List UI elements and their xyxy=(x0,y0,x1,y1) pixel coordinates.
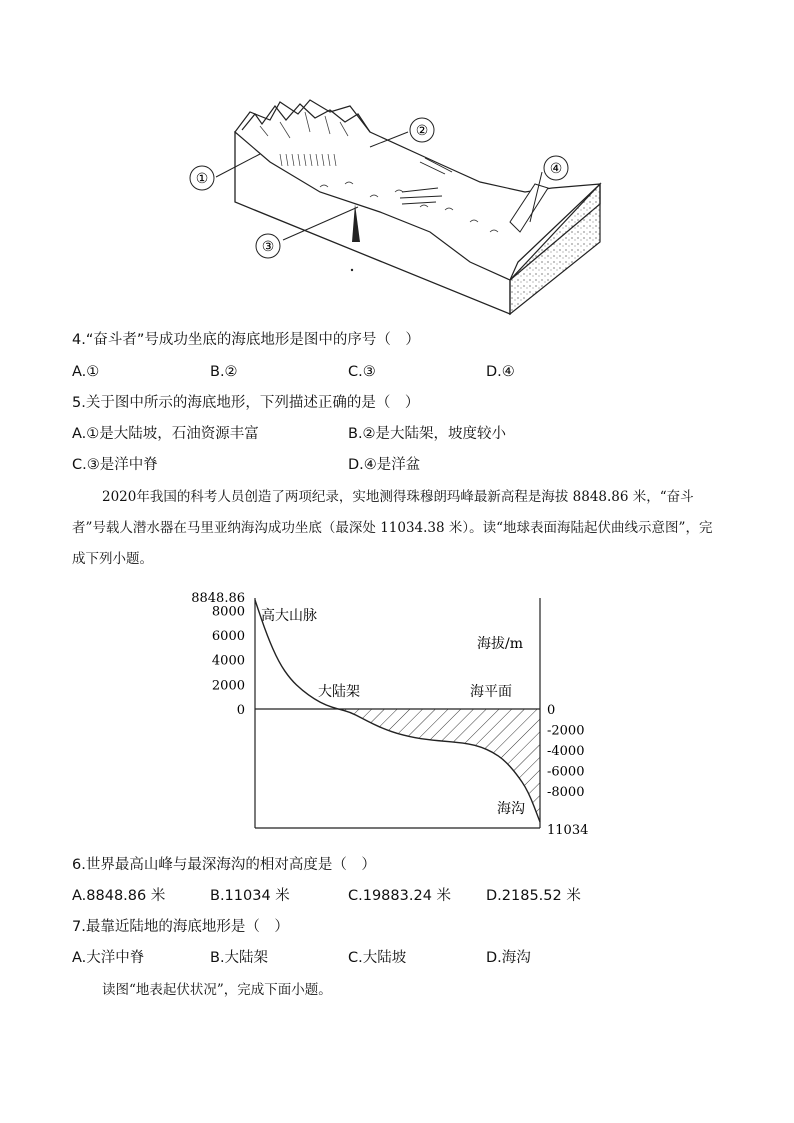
svg-text:③: ③ xyxy=(261,239,275,255)
left-tick-label: 0 xyxy=(236,703,245,718)
q7-option-a[interactable]: A.大洋中脊 xyxy=(72,950,145,966)
label-mountain: 高大山脉 xyxy=(261,608,317,624)
q5-option-b[interactable]: B.②是大陆架，坡度较小 xyxy=(348,426,507,442)
label-trench: 海沟 xyxy=(497,801,525,817)
right-tick-label: 0 xyxy=(547,703,556,718)
callout-4 xyxy=(544,156,568,180)
q6-option-c[interactable]: C.19883.24 米 xyxy=(348,888,452,904)
q5-option-a[interactable]: A.①是大陆坡，石油资源丰富 xyxy=(72,426,259,442)
q6-option-b[interactable]: B.11034 米 xyxy=(210,888,290,904)
right-tick-label: -6000 xyxy=(547,764,585,780)
q7-option-c[interactable]: C.大陆坡 xyxy=(348,950,407,966)
q4-option-b[interactable]: B.② xyxy=(210,364,238,380)
q5-option-c[interactable]: C.③是洋中脊 xyxy=(72,457,158,473)
svg-text:①: ① xyxy=(195,171,209,187)
right-tick-label: -4000 xyxy=(547,743,585,759)
next-section-instruction: 读图“地表起伏状况”，完成下面小题。 xyxy=(102,982,332,998)
y-axis-label: 海拔/m xyxy=(477,636,523,652)
question-7-stem: 7.最靠近陆地的海底地形是（ ） xyxy=(72,919,289,935)
q7-option-d[interactable]: D.海沟 xyxy=(486,950,531,966)
right-tick-label: -8000 xyxy=(547,784,585,800)
label-sea-level: 海平面 xyxy=(470,684,512,700)
callout-1 xyxy=(190,166,214,190)
callout-3 xyxy=(256,234,280,258)
label-continental-shelf: 大陆架 xyxy=(318,684,360,700)
callout-2 xyxy=(410,118,434,142)
question-6-stem: 6.世界最高山峰与最深海沟的相对高度是（ ） xyxy=(72,857,376,873)
question-4-stem: 4.“奋斗者”号成功坐底的海底地形是图中的序号（ ） xyxy=(72,332,420,348)
left-tick-label: 6000 xyxy=(211,629,245,645)
q5-option-d[interactable]: D.④是洋盆 xyxy=(348,457,421,473)
left-tick-label: 8848.86 xyxy=(191,591,245,606)
elevation-curve-chart xyxy=(185,590,605,840)
q6-option-a[interactable]: A.8848.86 米 xyxy=(72,888,166,904)
q6-option-d[interactable]: D.2185.52 米 xyxy=(486,888,581,904)
right-tick-label: -2000 xyxy=(547,723,585,739)
seafloor-block-diagram xyxy=(180,92,610,317)
question-5-stem: 5.关于图中所示的海底地形，下列描述正确的是（ ） xyxy=(72,395,420,411)
q4-option-c[interactable]: C.③ xyxy=(348,364,376,380)
reading-passage: 2020年我国的科考人员创造了两项纪录，实地测得珠穆朗玛峰最新高程是海拔 8848.86 米，“奋斗者”号载人潜水器在马里亚纳海沟成功坐底（最深处 11034.38 米）。读“地球表面海陆起伏曲线示意图”，完成下列小题。 xyxy=(72,489,713,567)
q4-option-a[interactable]: A.① xyxy=(72,364,100,380)
left-tick-label: 2000 xyxy=(211,678,245,694)
q7-option-b[interactable]: B.大陆架 xyxy=(210,950,269,966)
q4-option-d[interactable]: D.④ xyxy=(486,364,515,380)
right-tick-label: 11034 xyxy=(547,823,589,838)
left-tick-label: 4000 xyxy=(211,653,245,669)
left-tick-label: 8000 xyxy=(211,604,245,620)
svg-text:②: ② xyxy=(415,123,429,139)
svg-text:④: ④ xyxy=(549,161,563,177)
elevation-curve-svg xyxy=(185,590,605,840)
